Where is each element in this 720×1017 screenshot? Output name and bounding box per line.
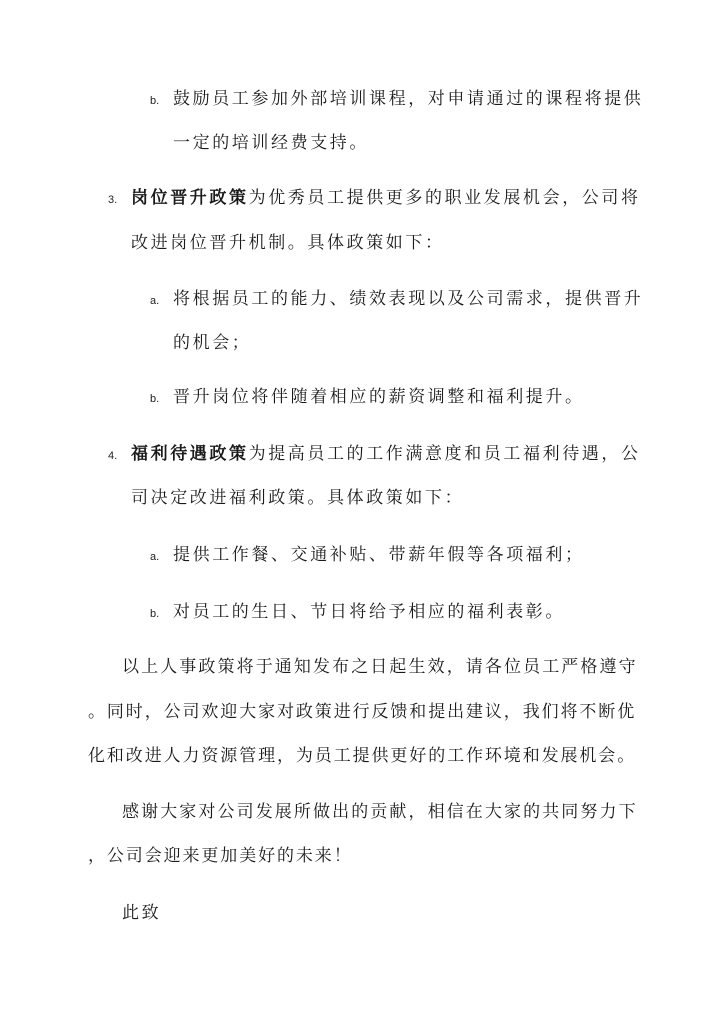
section-text: 为优秀员工提供更多的职业发展机会，公司将 — [248, 188, 641, 208]
paragraph-line: 以上人事政策将于通知发布之日起生效，请各位员工严格遵守 — [122, 657, 638, 677]
list-item-text: 鼓励员工参加外部培训课程，对申请通过的课程将提供 — [173, 89, 644, 109]
section-heading: 岗位晋升政策 — [131, 188, 249, 208]
list-item-text: 将根据员工的能力、绩效表现以及公司需求，提供晋升 — [173, 289, 644, 309]
section-number: 3. — [108, 194, 118, 206]
list-marker: a. — [150, 551, 160, 563]
closing-salutation: 此致 — [122, 903, 162, 923]
list-marker: b. — [150, 608, 160, 620]
section-text: 改进岗位晋升机制。具体政策如下： — [131, 233, 445, 253]
list-item-text: 的机会； — [173, 333, 252, 353]
section-heading-line — [131, 443, 641, 465]
paragraph-line: 化和改进人力资源管理，为员工提供更好的工作环境和发展机会。 — [88, 746, 637, 766]
section-heading-line — [131, 187, 641, 209]
list-marker: b. — [150, 393, 160, 405]
section-heading: 福利待遇政策 — [131, 444, 249, 464]
list-item-text: 晋升岗位将伴随着相应的薪资调整和福利提升。 — [173, 387, 585, 407]
list-marker: a. — [150, 295, 160, 307]
paragraph-line: 。同时，公司欢迎大家对政策进行反馈和提出建议，我们将不断优 — [88, 702, 637, 722]
section-number: 4. — [108, 450, 118, 462]
list-item-text: 一定的培训经费支持。 — [173, 133, 369, 153]
paragraph-line: 感谢大家对公司发展所做出的贡献，相信在大家的共同努力下 — [122, 802, 638, 822]
section-text: 司决定改进福利政策。具体政策如下： — [131, 488, 465, 508]
paragraph-line: ，公司会迎来更加美好的未来！ — [88, 846, 353, 866]
section-text: 为提高员工的工作满意度和员工福利待遇，公 — [248, 444, 641, 464]
list-item-text: 对员工的生日、节日将给予相应的福利表彰。 — [173, 602, 565, 622]
list-marker: b. — [150, 95, 160, 107]
list-item-text: 提供工作餐、交通补贴、带薪年假等各项福利； — [173, 545, 585, 565]
